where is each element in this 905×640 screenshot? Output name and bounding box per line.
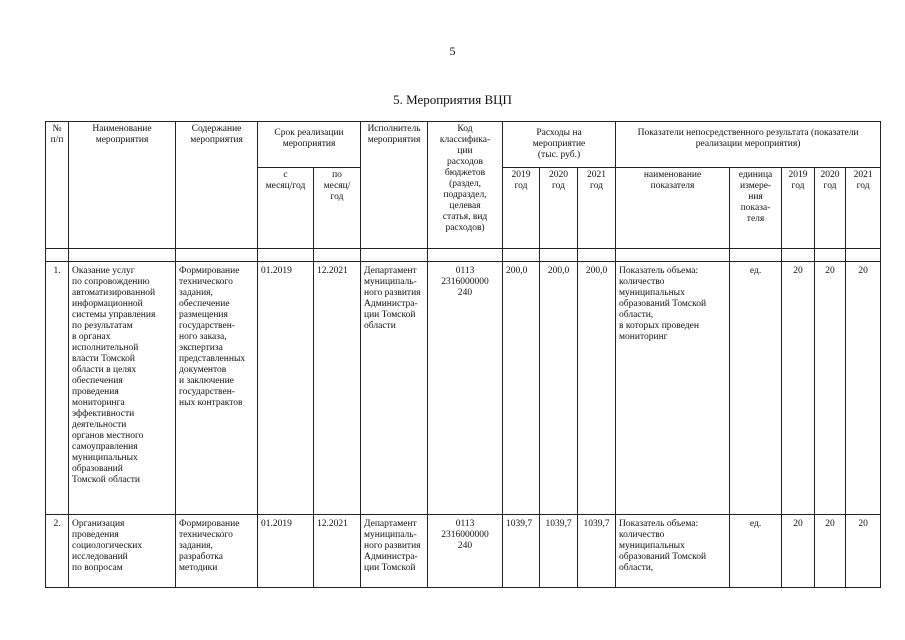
header-ind-2021: 2021 год	[846, 168, 881, 249]
row-content: Формирование технического задания, разработка методики	[176, 515, 258, 588]
row-from: 01.2019	[258, 262, 314, 515]
row-ind-2020: 20	[815, 515, 846, 588]
table-row	[46, 515, 881, 588]
row-ind-2021: 20	[846, 515, 881, 588]
header-ind-name: наименование показателя	[616, 168, 730, 249]
row-ind-2021: 20	[846, 262, 881, 515]
table-row	[46, 262, 881, 515]
row-exp-2021: 200,0	[578, 262, 616, 515]
row-content: Формирование технического задания, обеспечение размещения государствен- ного заказа, экспертиза представленных документов и заключение государствен- ных контрактов	[176, 262, 258, 515]
row-executor: Департамент муниципаль- ного развития Администра- ции Томской области	[361, 262, 428, 515]
header-spacer	[46, 249, 881, 262]
header-num: № п/п	[46, 122, 69, 249]
header-exp-2020: 2020 год	[540, 168, 578, 249]
header-code: Код классифика- ции расходов бюджетов (раздел, подраздел, целевая статья, вид расходов)	[428, 122, 503, 249]
row-exp-2019: 200,0	[503, 262, 540, 515]
header-row-top	[46, 122, 881, 168]
row-exp-2019: 1039,7	[503, 515, 540, 588]
header-expenses-group: Расходы на мероприятие (тыс. руб.)	[503, 122, 616, 168]
row-num: 1.	[46, 262, 69, 515]
section-title: 5. Мероприятия ВЦП	[393, 92, 512, 107]
row-ind-2019: 20	[782, 515, 815, 588]
row-executor: Департамент муниципаль- ного развития Администра- ции Томской	[361, 515, 428, 588]
row-code: 0113 2316000000 240	[428, 515, 503, 588]
row-ind-2020: 20	[815, 262, 846, 515]
header-period-to: по месяц/ год	[314, 168, 361, 249]
header-exp-2019: 2019 год	[503, 168, 540, 249]
header-exp-2021: 2021 год	[578, 168, 616, 249]
header-indicators-group: Показатели непосредственного результата (показатели реализации мероприятия)	[616, 122, 881, 168]
row-to: 12.2021	[314, 262, 361, 515]
row-ind-unit: ед.	[730, 515, 782, 588]
activities-table	[45, 121, 881, 588]
row-ind-name: Показатель объема: количество муниципальных образований Томской области,	[616, 515, 730, 588]
header-ind-unit: единица измере- ния показа- теля	[730, 168, 782, 249]
row-exp-2021: 1039,7	[578, 515, 616, 588]
header-ind-2020: 2020 год	[815, 168, 846, 249]
header-ind-2019: 2019 год	[782, 168, 815, 249]
header-executor: Исполнитель мероприятия	[361, 122, 428, 249]
row-to: 12.2021	[314, 515, 361, 588]
row-exp-2020: 200,0	[540, 262, 578, 515]
header-period-from: с месяц/год	[258, 168, 314, 249]
row-ind-name: Показатель объема: количество муниципальных образований Томской области, в которых проведен мониторинг	[616, 262, 730, 515]
header-name: Наименование мероприятия	[69, 122, 176, 249]
row-from: 01.2019	[258, 515, 314, 588]
row-ind-2019: 20	[782, 262, 815, 515]
row-exp-2020: 1039,7	[540, 515, 578, 588]
row-name: Организация проведения социологических исследований по вопросам	[69, 515, 176, 588]
row-name: Оказание услуг по сопровождению автоматизированной информационной системы управления по результатам в органах исполнительной власти Томской области в целях обеспечения проведения мониторинга эффективности деятельности органов местного самоуправления муниципальных образований Томской области	[69, 262, 176, 515]
row-ind-unit: ед.	[730, 262, 782, 515]
row-num: 2.	[46, 515, 69, 588]
page-number: 5	[449, 44, 456, 58]
header-period-group: Срок реализации мероприятия	[258, 122, 361, 168]
row-code: 0113 2316000000 240	[428, 262, 503, 515]
header-content: Содержание мероприятия	[176, 122, 258, 249]
